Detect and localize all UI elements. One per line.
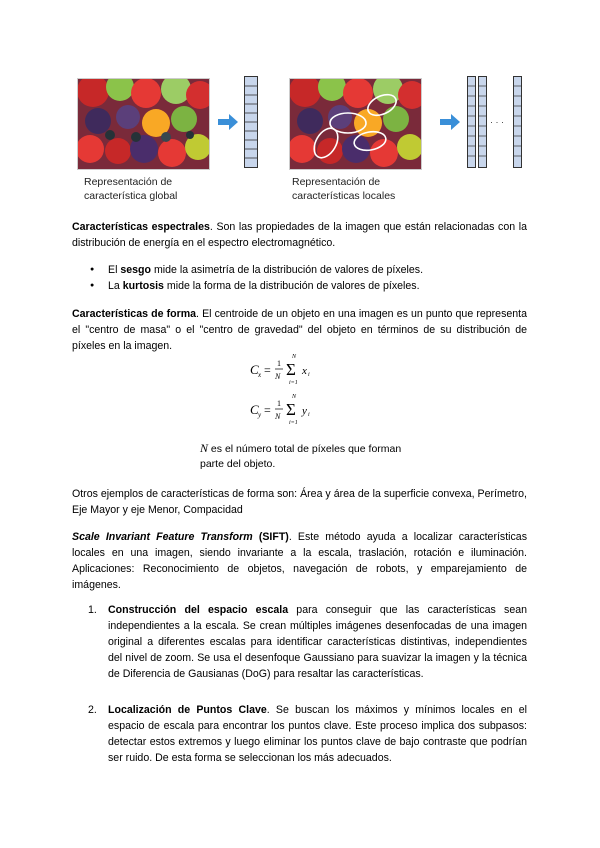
bullet-term: sesgo (120, 264, 151, 276)
spectral-title: Características espectrales (72, 221, 210, 233)
sift-title: Scale Invariant Feature Transform (72, 531, 253, 543)
bullet-text: mide la asimetría de la distribución de valores de píxeles. (151, 264, 424, 276)
svg-text:i: i (308, 412, 310, 418)
formula-note (200, 441, 401, 472)
step-number: 2. (88, 704, 97, 716)
list-item (72, 602, 527, 682)
sift-steps-list (72, 602, 527, 766)
shape-title: Características de forma (72, 308, 197, 320)
svg-text:N: N (275, 372, 281, 381)
svg-text:=: = (264, 363, 271, 377)
step-text: para conseguir que las características sean independientes a la escala. Se crean múltiples imágenes desenfocadas de una imagen original a diferentes escalas para identificar características distintivas, independientes del nivel de zoom. Se usa el desenfoque Gaussiano para suavizar la imagen y la técnica de Diferencia de Gausianas (DoG) para resaltar las características. (108, 604, 528, 680)
svg-text:i=1: i=1 (289, 420, 298, 426)
formula-note-n: N (200, 441, 209, 455)
shape-others-paragraph: Otros ejemplos de características de forma son: Área y área de la superficie convexa, Perímetro, Eje Mayor y eje Menor, Compacidad (72, 488, 527, 516)
caption-local-line2: características locales (292, 190, 396, 202)
svg-text:N: N (275, 412, 281, 421)
fruit-image-global (77, 78, 210, 170)
spectral-bullet-list (72, 262, 527, 294)
svg-text:1: 1 (277, 359, 281, 368)
caption-global-line2: característica global (84, 190, 178, 202)
sift-paragraph (72, 529, 527, 593)
svg-text:y: y (258, 411, 262, 419)
caption-local-line1: Representación de (292, 176, 381, 188)
bullet-term: kurtosis (122, 280, 164, 292)
caption-local (292, 175, 395, 203)
arrow-right-icon (218, 114, 238, 130)
svg-text:C: C (250, 402, 259, 417)
step-title: Construcción del espacio escala (108, 604, 289, 616)
global-feature-vector (244, 76, 258, 168)
svg-text:C: C (250, 362, 259, 377)
svg-text:Σ: Σ (286, 360, 296, 379)
ellipsis-dots: · · · (490, 117, 504, 127)
step-text: . Se buscan los máximos y mínimos locales en el espacio de escala para encontrar los puntos clave. Este proceso implica dos subpasos: detectar estos extremos y luego eliminar los puntos clave de bajo contraste que podrían ser ruido. De esta forma se seleccionan los más adecuados. (108, 704, 527, 764)
shape-text: . El centroide de un objeto en una imagen es un punto que representa el "centro de masa" o el "centro de gravedad" del objeto en términos de su distribución de píxeles en la imagen. (72, 308, 527, 352)
list-item (72, 278, 527, 294)
formula-note-line2: parte del objeto. (200, 458, 276, 470)
spectral-paragraph (72, 219, 527, 251)
list-item (72, 702, 527, 766)
formula-note-line1 (200, 441, 401, 457)
formula-note-rest: es el número total de píxeles que forman (208, 443, 402, 455)
sift-text: . Este método ayuda a localizar características locales en una imagen, siendo invariante a la escala, traslación, rotación e iluminación. Aplicaciones: Reconocimiento de objetos, navegación de robots, y emparejamiento de imágenes. (72, 531, 527, 591)
svg-text:N: N (292, 394, 297, 400)
svg-text:Σ: Σ (286, 400, 296, 419)
bullet-text: mide la forma de la distribución de valores de píxeles. (163, 280, 420, 292)
svg-text:y: y (302, 405, 307, 417)
svg-text:1: 1 (277, 399, 281, 408)
arrow-right-icon (440, 114, 460, 130)
bullet-text: La (108, 280, 123, 292)
caption-global (84, 175, 177, 203)
svg-text:x: x (302, 365, 307, 377)
centroid-formulas (246, 354, 326, 434)
list-item (72, 262, 527, 278)
caption-global-line1: Representación de (84, 176, 173, 188)
shape-paragraph (72, 306, 527, 354)
svg-text:i=1: i=1 (289, 380, 298, 386)
spectral-text: . Son las propiedades de la imagen que están relacionadas con la distribución de energía en el espectro electromagnético. (72, 221, 527, 249)
svg-text:N: N (292, 354, 297, 360)
step-number: 1. (88, 604, 97, 616)
step-title: Localización de Puntos Clave (108, 704, 267, 716)
svg-text:i: i (308, 372, 310, 378)
svg-text:x: x (258, 371, 262, 379)
sift-abbr: (SIFT) (252, 531, 289, 543)
fruit-image-local (289, 78, 422, 170)
svg-text:=: = (264, 403, 271, 417)
bullet-text: El (108, 264, 121, 276)
